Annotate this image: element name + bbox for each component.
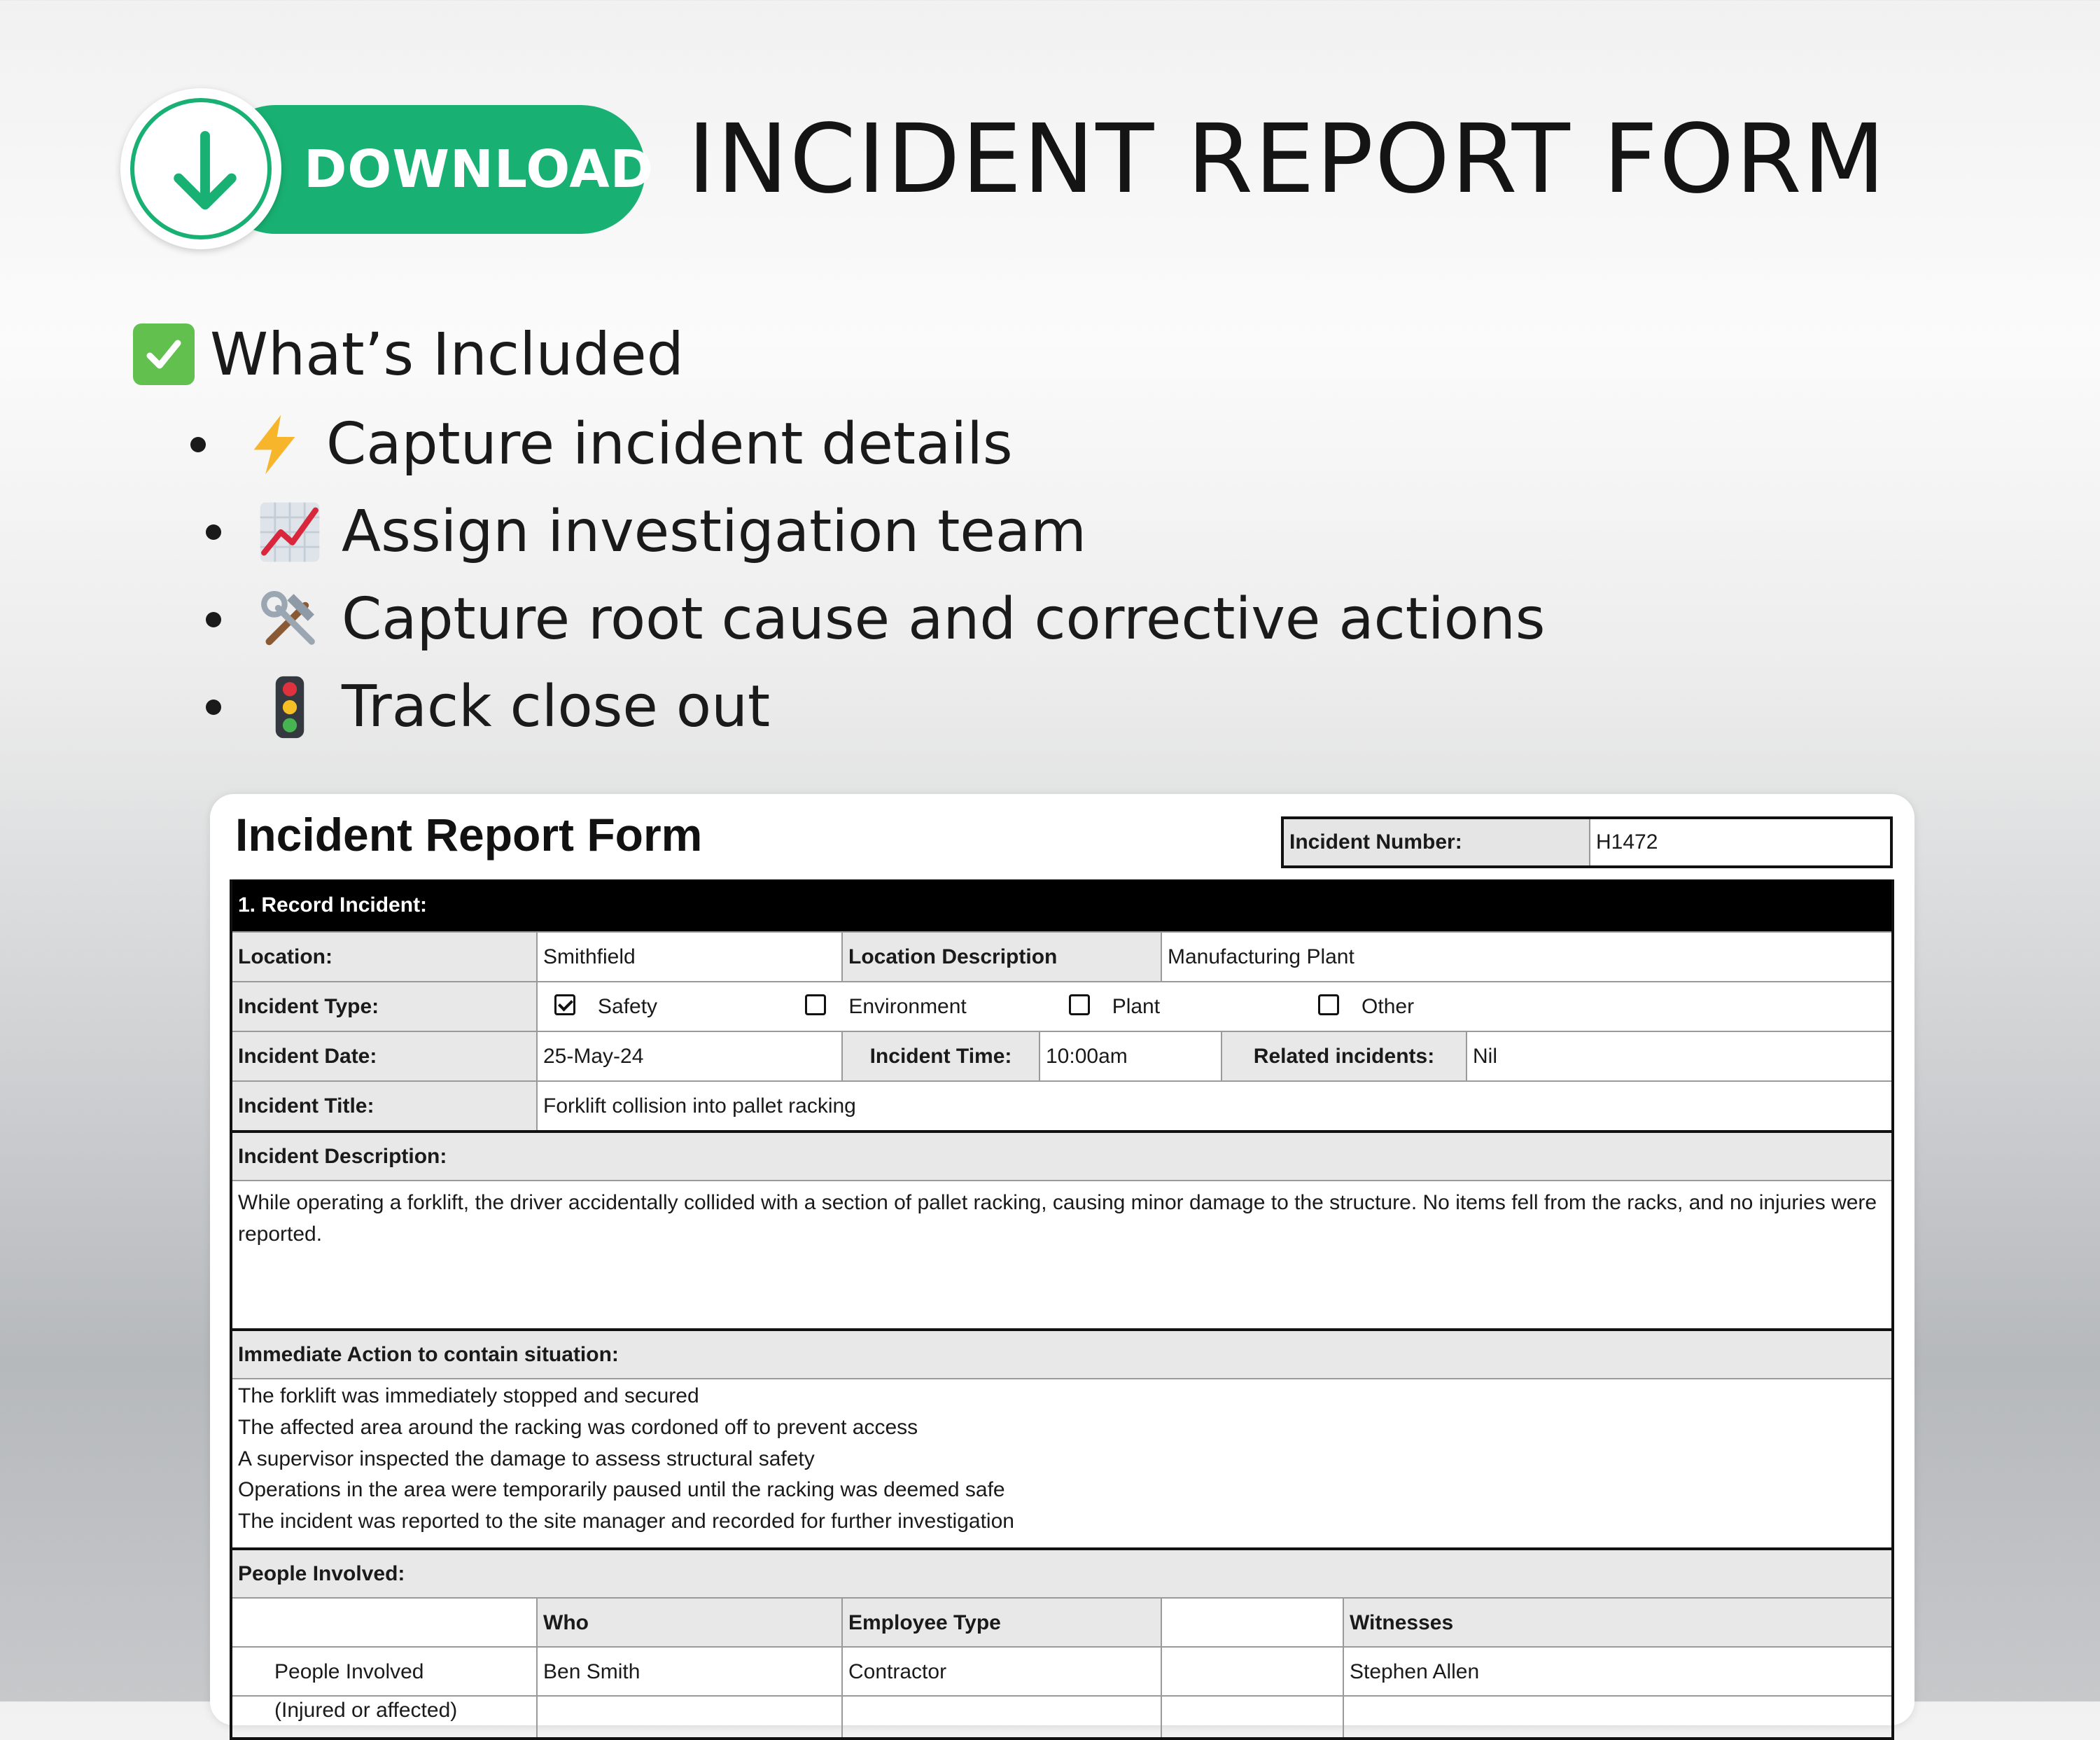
incident-date-field[interactable]: 25-May-24 [538, 1032, 843, 1080]
feature-label: Assign investigation team [342, 499, 1086, 565]
incident-time-field[interactable]: 10:00am [1040, 1032, 1222, 1080]
action-line: A supervisor inspected the damage to assess structural safety [238, 1447, 815, 1470]
plant-label: Plant [1112, 995, 1161, 1018]
traffic-light-icon [258, 675, 322, 739]
people-involved-header: People Involved: [232, 1547, 1891, 1597]
people-row-continued [232, 1695, 1891, 1737]
people-involved-row-sublabel: (Injured or affected) [232, 1697, 538, 1737]
incident-description-field[interactable]: While operating a forklift, the driver accidentally collided with a section of pallet racking, causing minor damage to the structure. No items fell from the racks, and no injuries were reported. [232, 1180, 1891, 1328]
incident-title-field[interactable]: Forklift collision into pallet racking [543, 1094, 856, 1118]
people-header-row [232, 1597, 1891, 1646]
feature-label: Capture incident details [326, 411, 1013, 478]
plant-checkbox[interactable] [1069, 994, 1090, 1015]
date-time-row [232, 1031, 1891, 1080]
location-label: Location: [232, 933, 538, 981]
who-field[interactable]: Ben Smith [538, 1648, 843, 1695]
incident-type-row [232, 981, 1891, 1031]
lightning-icon [242, 412, 307, 477]
other-checkbox[interactable] [1318, 994, 1339, 1015]
incident-type-options [538, 982, 1891, 1031]
employee-type-field[interactable]: Contractor [843, 1648, 1162, 1695]
who-header: Who [538, 1599, 843, 1646]
form-title: Incident Report Form [235, 809, 703, 861]
whats-included-heading [133, 319, 684, 389]
whats-included-label: What’s Included [210, 320, 684, 389]
section-header: 1. Record Incident: [232, 879, 1891, 931]
incident-date-label: Incident Date: [232, 1032, 538, 1080]
feature-item [190, 401, 1546, 488]
safety-checkbox[interactable] [554, 994, 575, 1015]
people-involved-row-label: People Involved [232, 1648, 538, 1695]
immediate-action-field[interactable] [232, 1378, 1891, 1547]
environment-checkbox[interactable] [805, 994, 826, 1015]
bullet-icon [206, 612, 221, 627]
environment-option[interactable] [805, 982, 1063, 1031]
safety-option[interactable] [554, 982, 799, 1031]
bullet-icon [190, 437, 206, 452]
incident-time-label: Incident Time: [843, 1032, 1040, 1080]
location-row [232, 931, 1891, 981]
feature-label: Track close out [342, 674, 771, 740]
incident-title-label: Incident Title: [232, 1082, 538, 1130]
form-grid [230, 879, 1894, 1740]
related-incidents-label: Related incidents: [1222, 1032, 1467, 1080]
feature-list [190, 401, 1546, 751]
hammer-wrench-icon [258, 587, 322, 652]
bullet-icon [206, 524, 221, 540]
action-line: Operations in the area were temporarily paused until the racking was deemed safe [238, 1478, 1005, 1502]
environment-label: Environment [848, 995, 967, 1018]
location-description-label: Location Description [843, 933, 1162, 981]
action-line: The forklift was immediately stopped and secured [238, 1384, 699, 1407]
witnesses-header: Witnesses [1344, 1599, 1891, 1646]
feature-item [190, 663, 1546, 751]
feature-item [190, 488, 1546, 576]
check-mark-icon [133, 323, 195, 385]
incident-title-row [232, 1080, 1891, 1130]
employee-type-header: Employee Type [843, 1599, 1162, 1646]
plant-option[interactable] [1069, 982, 1312, 1031]
feature-item [190, 576, 1546, 663]
action-line: The incident was reported to the site manager and recorded for further investigation [238, 1510, 1014, 1533]
download-arrow-icon [161, 129, 249, 217]
incident-number-field[interactable]: H1472 [1596, 830, 1658, 854]
incident-number-label: Incident Number: [1284, 819, 1590, 865]
chart-increasing-icon [258, 500, 322, 564]
other-label: Other [1362, 995, 1415, 1018]
immediate-action-header: Immediate Action to contain situation: [232, 1328, 1891, 1378]
download-circle[interactable] [120, 88, 281, 249]
bullet-icon [206, 700, 221, 715]
safety-label: Safety [598, 995, 658, 1018]
incident-type-label: Incident Type: [232, 982, 538, 1031]
download-label[interactable]: DOWNLOAD [304, 139, 654, 200]
incident-number-box [1281, 816, 1893, 868]
other-option[interactable] [1318, 982, 1414, 1031]
incident-description-header: Incident Description: [232, 1130, 1891, 1180]
witness-field[interactable]: Stephen Allen [1350, 1660, 1480, 1683]
page-title: INCIDENT REPORT FORM [687, 104, 1887, 215]
related-incidents-field[interactable]: Nil [1473, 1045, 1497, 1068]
people-row [232, 1646, 1891, 1695]
feature-label: Capture root cause and corrective actions [342, 586, 1546, 653]
action-line: The affected area around the racking was cordoned off to prevent access [238, 1415, 918, 1439]
location-description-field[interactable]: Manufacturing Plant [1168, 945, 1354, 968]
download-badge[interactable] [120, 88, 654, 249]
form-preview-card [210, 794, 1914, 1725]
location-field[interactable]: Smithfield [538, 933, 843, 981]
